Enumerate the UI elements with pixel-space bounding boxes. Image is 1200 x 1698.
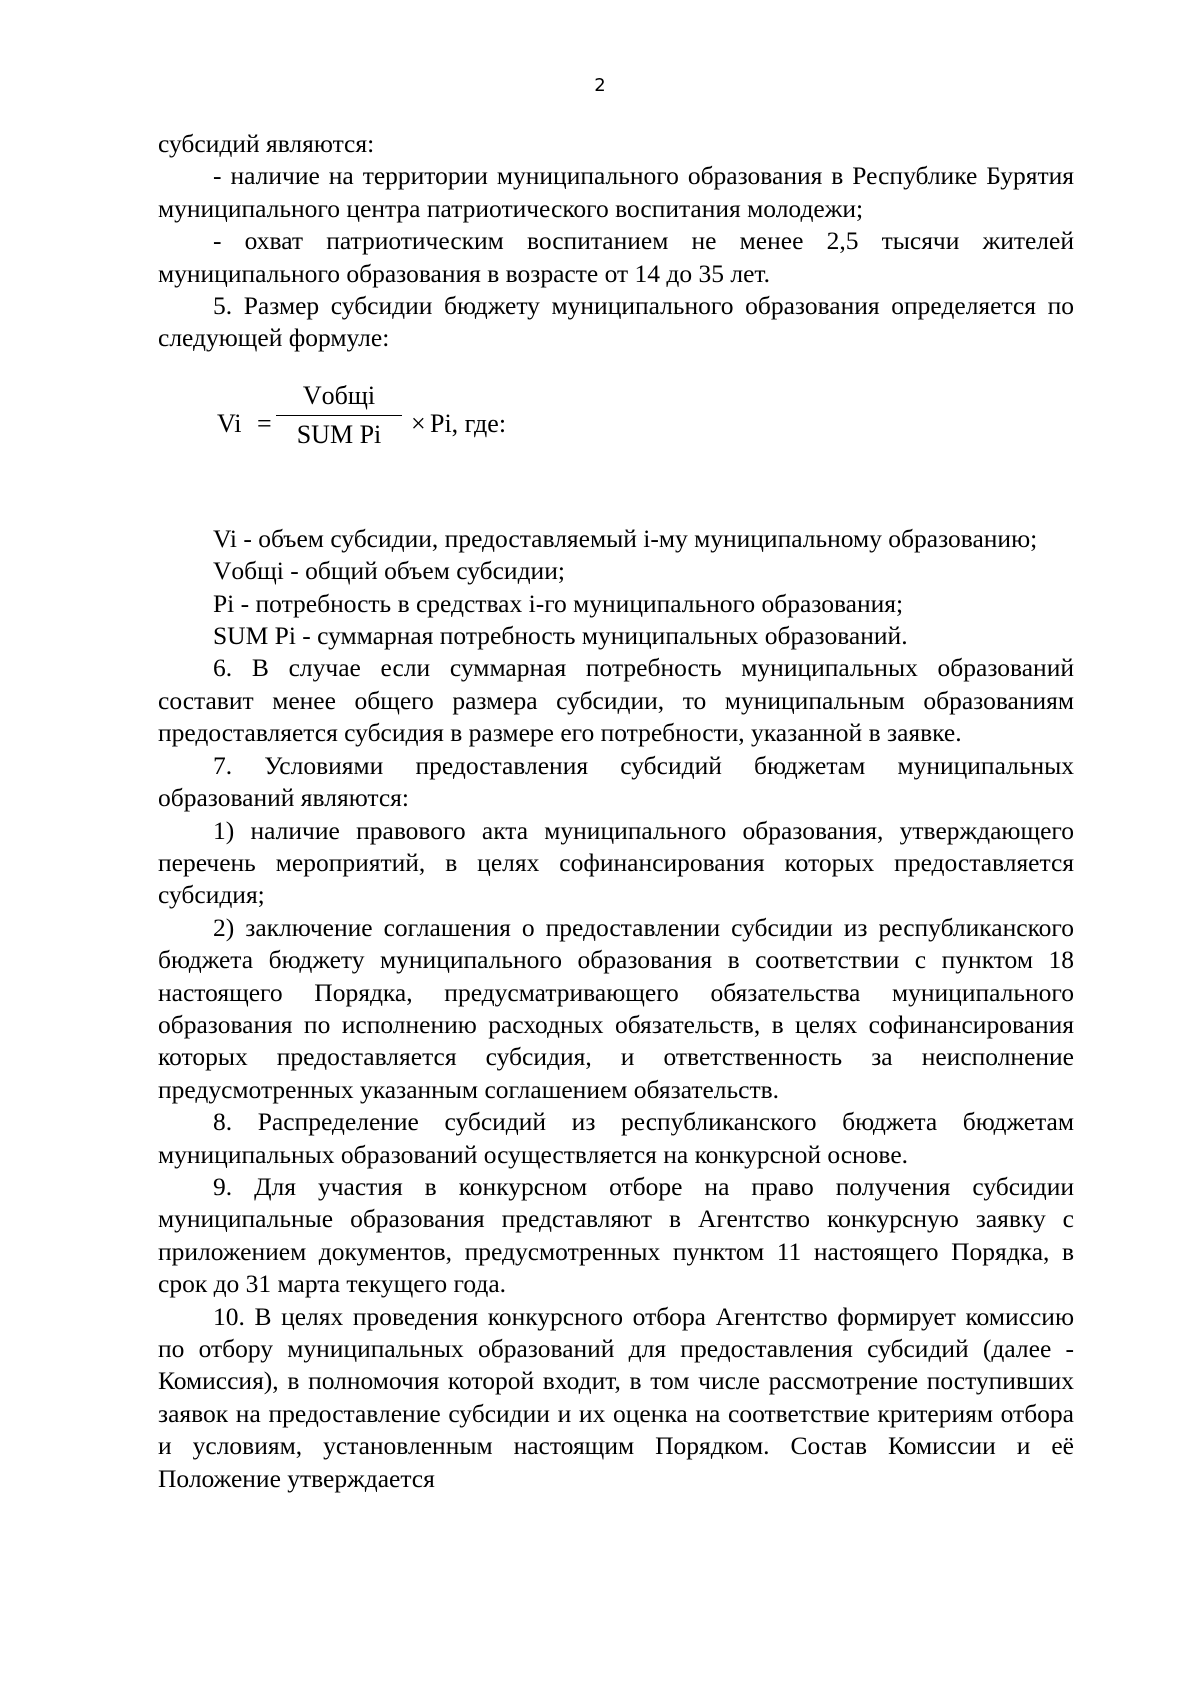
paragraph: 5. Размер субсидии бюджету муниципального образования определяется по следующей формуле: bbox=[158, 291, 1074, 353]
formula-rhs: Pi, где: bbox=[430, 408, 507, 438]
formula-lhs: Vi bbox=[217, 408, 242, 438]
paragraph: 10. В целях проведения конкурсного отбора Агентство формирует комиссию по отбору муниципальных образований для предоставления субсидий (далее - Комиссия), в полномочия которой входит, в том числе рассмотрение поступивших заявок на предоставление субсидии и их оценка на соответствие критериям отбора и условиям, установленным настоящим Порядком. Состав Комиссии и её Положение утверждается bbox=[158, 1301, 1074, 1493]
paragraph: 2) заключение соглашения о предоставлении субсидии из республиканского бюджета бюджету муниципального образования в соответствии с пунктом 18 настоящего Порядка, предусматривающего обязательства муниципального образования по исполнению расходных обязательств, в целях софинансирования которых предоставляется субсидия, и ответственность за неисполнение предусмотренных указанным соглашением обязательств. bbox=[158, 912, 1074, 1104]
paragraph: 1) наличие правового акта муниципального образования, утверждающего перечень мероприятий, в целях софинансирования которых предоставляется субсидия; bbox=[158, 815, 1074, 910]
paragraph-group-top bbox=[158, 128, 1074, 355]
formula-denominator: SUM Pi bbox=[296, 419, 382, 449]
formula-numerator: Vобщi bbox=[302, 380, 376, 410]
paragraph: Vi - объем субсидии, предоставляемый i-му муниципальному образованию; bbox=[213, 523, 1038, 553]
paragraph: Vобщi - общий объем субсидии; bbox=[213, 556, 565, 586]
paragraph-group-bottom bbox=[158, 523, 1074, 1495]
paragraph: субсидий являются: bbox=[158, 129, 375, 158]
paragraph: - охват патриотическим воспитанием не менее 2,5 тысячи жителей муниципального образования в возрасте от 14 до 35 лет. bbox=[158, 226, 1074, 288]
formula-equals: = bbox=[257, 408, 272, 438]
paragraph: 6. В случае если суммарная потребность муниципальных образований составит менее общего размера субсидии, то муниципальным образованиям предоставляется субсидия в размере его потребности, указанной в заявке. bbox=[158, 653, 1074, 748]
page-number: 2 bbox=[594, 75, 606, 96]
paragraph: - наличие на территории муниципального образования в Республике Бурятия муниципального центра патриотического воспитания молодежи; bbox=[158, 161, 1074, 223]
paragraph: 8. Распределение субсидий из республиканского бюджета бюджетам муниципальных образований осуществляется на конкурсной основе. bbox=[158, 1107, 1074, 1169]
formula-times: × bbox=[411, 408, 426, 438]
paragraph: 9. Для участия в конкурсном отборе на право получения субсидии муниципальные образования представляют в Агентство конкурсную заявку с приложением документов, предусмотренных пунктом 11 настоящего Порядка, в срок до 31 марта текущего года. bbox=[158, 1171, 1074, 1299]
paragraph: 7. Условиями предоставления субсидий бюджетам муниципальных образований являются: bbox=[158, 750, 1074, 813]
subsidy-formula bbox=[158, 365, 1074, 491]
paragraph: SUM Pi - суммарная потребность муниципальных образований. bbox=[213, 621, 908, 651]
fraction-bar bbox=[276, 415, 402, 416]
paragraph: Pi - потребность в средствах i-го муниципального образования; bbox=[213, 588, 904, 618]
formula-fraction bbox=[276, 381, 402, 450]
document-body bbox=[158, 128, 1074, 1495]
